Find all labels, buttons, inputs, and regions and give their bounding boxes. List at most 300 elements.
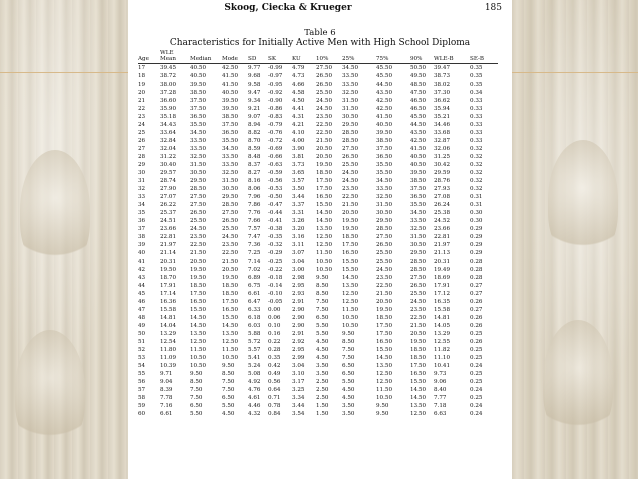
- table-cell: 29.57: [160, 170, 177, 177]
- table-cell: 18.50: [222, 282, 239, 289]
- table-cell: 21.97: [160, 242, 177, 249]
- table-cell: -0.66: [268, 153, 283, 160]
- table-cell: 34.46: [434, 121, 451, 128]
- table-cell: 36.50: [222, 129, 239, 136]
- table-cell: 12.50: [316, 234, 333, 241]
- table-cell: 0.35: [470, 65, 483, 72]
- table-cell: 21.97: [434, 242, 451, 249]
- table-header-cell: KU: [292, 56, 316, 64]
- table-cell: 0.27: [470, 290, 483, 297]
- table-cell: -0.90: [268, 97, 283, 104]
- table-cell: 39.50: [190, 81, 207, 88]
- table-row: [138, 394, 498, 402]
- table-cell: 3.44: [292, 403, 305, 410]
- table-cell: 3.50: [316, 363, 329, 370]
- table-cell: 24.50: [316, 97, 333, 104]
- table-header-cell: 75%: [376, 56, 410, 64]
- table-row: [138, 233, 498, 241]
- table-cell: 9.06: [434, 379, 447, 386]
- table-row: [138, 121, 498, 129]
- table-cell: 12.50: [342, 290, 359, 297]
- table-cell: 8.50: [190, 379, 203, 386]
- table-cell: 20.50: [376, 298, 393, 305]
- table-cell: 17.50: [316, 178, 333, 185]
- table-cell: 19.50: [160, 266, 177, 273]
- table-cell: 16.50: [190, 298, 207, 305]
- table-cell: 33.50: [342, 73, 359, 80]
- table-cell: 4.50: [316, 347, 329, 354]
- table-cell: 26.50: [376, 242, 393, 249]
- table-cell: 32.50: [342, 89, 359, 96]
- ornament-left-bottom: [15, 330, 85, 450]
- table-cell: 9.50: [190, 371, 203, 378]
- table-cell: 3.50: [316, 371, 329, 378]
- table-cell: 17.12: [434, 290, 451, 297]
- table-cell: 31.50: [222, 178, 239, 185]
- table-cell: 24.50: [190, 226, 207, 233]
- table-cell: 0.31: [470, 202, 483, 209]
- table-cell: 1.50: [316, 403, 329, 410]
- table-cell: 6.50: [342, 371, 355, 378]
- table-cell: 47: [138, 306, 146, 313]
- table-cell: 11.50: [222, 347, 239, 354]
- table-cell: 22.50: [316, 121, 333, 128]
- table-cell: 14.50: [316, 210, 333, 217]
- table-cell: 5.08: [248, 371, 261, 378]
- table-cell: 24.52: [434, 218, 451, 225]
- table-cell: 37.50: [376, 145, 393, 152]
- table-cell: 9.50: [376, 403, 389, 410]
- table-cell: 17.91: [434, 282, 451, 289]
- table-cell: 31.50: [376, 202, 393, 209]
- table-row: [138, 290, 498, 298]
- table-cell: 33.50: [342, 81, 359, 88]
- table-cell: 24.50: [316, 105, 333, 112]
- table-cell: 0.24: [470, 411, 483, 418]
- table-row: [138, 64, 498, 73]
- table-cell: 0.29: [470, 242, 483, 249]
- table-cell: 60: [138, 411, 146, 418]
- table-header-cell: WLE-B: [434, 56, 470, 64]
- table-cell: 3.00: [292, 266, 305, 273]
- table-cell: 28.50: [410, 266, 427, 273]
- table-cell: 2.95: [292, 282, 305, 289]
- table-cell: -0.59: [268, 170, 283, 177]
- table-cell: 25.50: [410, 290, 427, 297]
- table-cell: 23.50: [376, 274, 393, 281]
- table-cell: 7.50: [190, 395, 203, 402]
- table-cell: 13.50: [190, 330, 207, 337]
- table-cell: 12.54: [160, 339, 177, 345]
- table-cell: 22: [138, 105, 146, 112]
- table-header-cell: Mode: [222, 56, 248, 64]
- table-cell: 1.50: [316, 411, 329, 418]
- table-cell: -0.99: [268, 65, 283, 72]
- table-cell: 13.50: [316, 226, 333, 233]
- table-cell: 0.24: [470, 387, 483, 394]
- table-cell: 13.50: [342, 282, 359, 289]
- table-cell: -0.86: [268, 105, 283, 112]
- table-row: [138, 386, 498, 394]
- table-header-cell: SK: [268, 56, 292, 64]
- table-cell: 26.50: [316, 81, 333, 88]
- table-cell: 0.33: [470, 129, 483, 136]
- table-cell: -0.10: [268, 290, 283, 297]
- table-cell: 50: [138, 330, 146, 337]
- table-cell: 0.42: [268, 363, 281, 370]
- table-cell: 5.50: [222, 403, 235, 410]
- table-cell: 13.50: [410, 403, 427, 410]
- table-cell: 0.25: [470, 355, 483, 362]
- table-cell: 0.33: [470, 105, 483, 112]
- table-cell: 23.66: [160, 226, 177, 233]
- table-cell: -0.53: [268, 186, 283, 193]
- data-table: [138, 50, 498, 418]
- table-cell: 35.94: [434, 105, 451, 112]
- table-cell: 39: [138, 242, 146, 249]
- table-cell: 40.50: [410, 153, 427, 160]
- table-cell: 26.22: [160, 202, 177, 209]
- table-row: [138, 169, 498, 177]
- table-row: [138, 266, 498, 274]
- table-cell: 3.37: [292, 202, 305, 209]
- table-cell: 35.50: [222, 137, 239, 144]
- table-cell: 10.50: [222, 355, 239, 362]
- table-cell: 23.50: [410, 306, 427, 313]
- table-cell: 16.50: [222, 306, 239, 313]
- table-cell: 14.04: [160, 322, 177, 329]
- table-cell: -0.44: [268, 210, 283, 217]
- table-cell: 27: [138, 145, 146, 152]
- table-cell: 9.77: [248, 65, 261, 72]
- table-cell: 18.50: [410, 347, 427, 354]
- table-row: [138, 258, 498, 266]
- table-cell: 8.50: [316, 282, 329, 289]
- table-cell: 38.02: [434, 81, 451, 88]
- table-cell: 18.50: [376, 314, 393, 321]
- table-row: [138, 330, 498, 338]
- table-cell: 17.50: [342, 242, 359, 249]
- table-cell: 39.50: [410, 170, 427, 177]
- table-cell: -0.95: [268, 81, 283, 88]
- table-cell: 16.50: [410, 371, 427, 378]
- table-cell: 38.50: [376, 137, 393, 144]
- table-cell: 38.50: [410, 178, 427, 185]
- table-cell: 31.50: [342, 97, 359, 104]
- table-cell: 3.90: [292, 145, 305, 152]
- table-cell: 0.29: [470, 250, 483, 257]
- table-cell: 21.50: [190, 250, 207, 257]
- table-cell: 19.50: [376, 306, 393, 313]
- table-cell: 26: [138, 137, 146, 144]
- table-cell: 11.09: [160, 355, 177, 362]
- table-cell: 6.47: [248, 298, 261, 305]
- table-cell: 25.50: [376, 258, 393, 265]
- table-cell: 0.16: [268, 330, 281, 337]
- table-cell: 14.81: [434, 314, 451, 321]
- table-cell: 9.68: [248, 73, 261, 80]
- table-cell: 23.66: [434, 226, 451, 233]
- table-cell: -0.83: [268, 113, 283, 120]
- table-cell: 23.50: [342, 186, 359, 193]
- table-cell: 41.50: [410, 145, 427, 152]
- table-cell: 8.50: [342, 339, 355, 345]
- table-cell: 0.78: [268, 403, 281, 410]
- table-cell: 0.29: [470, 234, 483, 241]
- table-cell: 17.50: [222, 298, 239, 305]
- table-cell: 28.50: [342, 137, 359, 144]
- table-cell: -0.14: [268, 282, 283, 289]
- table-row: [138, 410, 498, 418]
- table-cell: 35.50: [376, 170, 393, 177]
- table-cell: -0.76: [268, 129, 283, 136]
- table-cell: 8.16: [248, 178, 261, 185]
- table-cell: 37.50: [222, 121, 239, 128]
- table-row: [138, 193, 498, 201]
- table-cell: 43.50: [410, 129, 427, 136]
- table-cell: -0.35: [268, 234, 283, 241]
- table-cell: 8.40: [434, 387, 447, 394]
- table-cell: 29.50: [342, 121, 359, 128]
- table-cell: 27.50: [410, 274, 427, 281]
- table-cell: 4.32: [248, 411, 261, 418]
- table-cell: 3.20: [292, 226, 305, 233]
- table-cell: 4.73: [292, 73, 305, 80]
- table-cell: 40: [138, 250, 146, 257]
- table-cell: 31: [138, 178, 146, 185]
- table-cell: 14.05: [434, 322, 451, 329]
- table-cell: 7.76: [248, 210, 261, 217]
- table-cell: 34: [138, 202, 146, 209]
- table-cell: 8.50: [222, 371, 235, 378]
- table-cell: 10.50: [342, 314, 359, 321]
- table-cell: 37: [138, 226, 146, 233]
- table-cell: 4.31: [292, 113, 305, 120]
- table-cell: 38.72: [160, 73, 177, 80]
- table-cell: 35.50: [410, 202, 427, 209]
- table-cell: 0.64: [268, 387, 281, 394]
- table-cell: -0.41: [268, 218, 283, 225]
- table-cell: 24.50: [222, 234, 239, 241]
- table-cell: 9.04: [160, 379, 173, 386]
- table-row: [138, 177, 498, 185]
- table-cell: 14.50: [342, 274, 359, 281]
- table-cell: 0.30: [470, 218, 483, 225]
- table-row: [138, 201, 498, 209]
- table-cell: -0.56: [268, 178, 283, 185]
- table-row: [138, 354, 498, 362]
- table-cell: 2.98: [292, 274, 305, 281]
- table-row: [138, 105, 498, 113]
- table-cell: 20.31: [160, 258, 177, 265]
- table-cell: 55: [138, 371, 146, 378]
- table-header-cell: SE-B: [470, 56, 498, 64]
- table-cell: 15.58: [160, 306, 177, 313]
- table-cell: 14.50: [316, 218, 333, 225]
- table-cell: 12.50: [190, 339, 207, 345]
- table-row: [138, 314, 498, 322]
- table-cell: 28.50: [190, 186, 207, 193]
- table-header-row: [138, 56, 498, 64]
- ornament-right-top: [548, 140, 618, 260]
- table-cell: 31.25: [434, 153, 451, 160]
- table-row: [138, 89, 498, 97]
- table-cell: -0.32: [268, 242, 283, 249]
- table-cell: 40.50: [190, 65, 207, 72]
- table-cell: 3.54: [292, 411, 305, 418]
- table-cell: 3.50: [342, 411, 355, 418]
- table-cell: 29.50: [376, 218, 393, 225]
- table-cell: 0.84: [268, 411, 281, 418]
- table-cell: 4.92: [248, 379, 261, 386]
- table-cell: 42.50: [376, 105, 393, 112]
- table-cell: 0.32: [470, 161, 483, 168]
- table-cell: 33.50: [222, 153, 239, 160]
- table-row: [138, 338, 498, 346]
- table-cell: 22.50: [190, 242, 207, 249]
- table-cell: 46: [138, 298, 146, 305]
- table-cell: 15.50: [410, 379, 427, 386]
- table-cell: 15.50: [376, 347, 393, 354]
- table-cell: 25.50: [342, 161, 359, 168]
- table-cell: -0.05: [268, 298, 283, 305]
- table-cell: 0.28: [470, 258, 483, 265]
- table-cell: 0.26: [470, 322, 483, 329]
- table-cell: 3.26: [292, 218, 305, 225]
- table-cell: 32.50: [190, 153, 207, 160]
- table-cell: 7.57: [248, 226, 261, 233]
- table-cell: 0.25: [470, 371, 483, 378]
- table-cell: 44.50: [410, 121, 427, 128]
- table-cell: 7.96: [248, 194, 261, 201]
- table-cell: 32: [138, 186, 146, 193]
- table-cell: 42.50: [222, 65, 239, 72]
- table-cell: 22.50: [410, 314, 427, 321]
- table-cell: 3.65: [292, 170, 305, 177]
- table-cell: 9.50: [376, 411, 389, 418]
- table-cell: 9.71: [160, 371, 173, 378]
- table-cell: 7.47: [248, 234, 261, 241]
- table-cell: 40.50: [410, 161, 427, 168]
- table-cell: 11.10: [434, 355, 451, 362]
- table-cell: 24.50: [410, 298, 427, 305]
- table-cell: 9.50: [222, 363, 235, 370]
- table-cell: 10.50: [342, 322, 359, 329]
- table-cell: 38.50: [190, 89, 207, 96]
- table-cell: 24.50: [342, 170, 359, 177]
- table-cell: 5.41: [248, 355, 261, 362]
- table-cell: 15.50: [342, 258, 359, 265]
- table-cell: 31.50: [190, 161, 207, 168]
- table-cell: 24.51: [160, 218, 177, 225]
- table-row: [138, 129, 498, 137]
- table-cell: 12.50: [376, 379, 393, 386]
- table-cell: 32.04: [160, 145, 177, 152]
- table-cell: 8.94: [248, 121, 261, 128]
- table-cell: 10.50: [190, 355, 207, 362]
- table-cell: 36.60: [160, 97, 177, 104]
- table-cell: 36.62: [434, 97, 451, 104]
- table-cell: 27.50: [190, 194, 207, 201]
- table-cell: -0.22: [268, 266, 283, 273]
- table-cell: 2.95: [292, 347, 305, 354]
- table-cell: 32.50: [222, 170, 239, 177]
- table-cell: 0.32: [470, 145, 483, 152]
- table-cell: 47.50: [410, 89, 427, 96]
- table-cell: -0.72: [268, 137, 283, 144]
- table-cell: 6.63: [434, 411, 447, 418]
- table-cell: 4.50: [342, 395, 355, 402]
- table-cell: 44.50: [376, 81, 393, 88]
- table-cell: 21.13: [434, 250, 451, 257]
- table-cell: 33.50: [190, 145, 207, 152]
- table-cell: 44: [138, 282, 146, 289]
- table-cell: 4.50: [292, 97, 305, 104]
- table-cell: 15.50: [342, 266, 359, 273]
- table-cell: 12.50: [342, 298, 359, 305]
- table-cell: 31.50: [410, 234, 427, 241]
- table-cell: -0.69: [268, 145, 283, 152]
- table-cell: 50.50: [410, 65, 427, 72]
- table-cell: 6.18: [248, 314, 261, 321]
- table-cell: 35.21: [434, 113, 451, 120]
- table-cell: 2.90: [292, 322, 305, 329]
- table-cell: 6.03: [248, 322, 261, 329]
- table-cell: 18.50: [410, 355, 427, 362]
- table-cell: 19.49: [434, 266, 451, 273]
- table-cell: 25.50: [316, 89, 333, 96]
- table-cell: 58: [138, 395, 146, 402]
- table-cell: 21.50: [316, 137, 333, 144]
- table-cell: 3.44: [292, 194, 305, 201]
- table-cell: 27.50: [342, 145, 359, 152]
- table-cell: 27.90: [160, 186, 177, 193]
- table-cell: 7.78: [160, 395, 173, 402]
- table-cell: 6.50: [316, 314, 329, 321]
- table-cell: 27.08: [434, 194, 451, 201]
- table-cell: 35.50: [190, 121, 207, 128]
- table-cell: 11.50: [190, 347, 207, 354]
- table-cell: 4.50: [316, 339, 329, 345]
- table-cell: 37.50: [410, 186, 427, 193]
- table-cell: 7.02: [248, 266, 261, 273]
- table-cell: 37.50: [190, 97, 207, 104]
- table-cell: 42: [138, 266, 146, 273]
- table-cell: 4.41: [292, 105, 305, 112]
- table-cell: 3.50: [292, 186, 305, 193]
- table-cell: 5.50: [342, 379, 355, 386]
- table-cell: 22.50: [222, 250, 239, 257]
- table-cell: 28.50: [410, 258, 427, 265]
- table-cell: 13.29: [434, 330, 451, 337]
- table-cell: 0.33: [470, 121, 483, 128]
- table-cell: 17.50: [376, 322, 393, 329]
- table-cell: 22.50: [376, 282, 393, 289]
- table-cell: 17.50: [376, 330, 393, 337]
- table-cell: 3.04: [292, 258, 305, 265]
- table-cell: 7.50: [342, 355, 355, 362]
- table-cell: 4.10: [292, 129, 305, 136]
- table-cell: 35.90: [160, 105, 177, 112]
- table-cell: 30.50: [376, 210, 393, 217]
- table-cell: 7.14: [248, 258, 261, 265]
- table-cell: 40.50: [376, 121, 393, 128]
- table-cell: 4.50: [342, 387, 355, 394]
- table-cell: 30.50: [410, 242, 427, 249]
- table-cell: 57: [138, 387, 146, 394]
- table-cell: 42.50: [410, 137, 427, 144]
- table-cell: 0.28: [470, 266, 483, 273]
